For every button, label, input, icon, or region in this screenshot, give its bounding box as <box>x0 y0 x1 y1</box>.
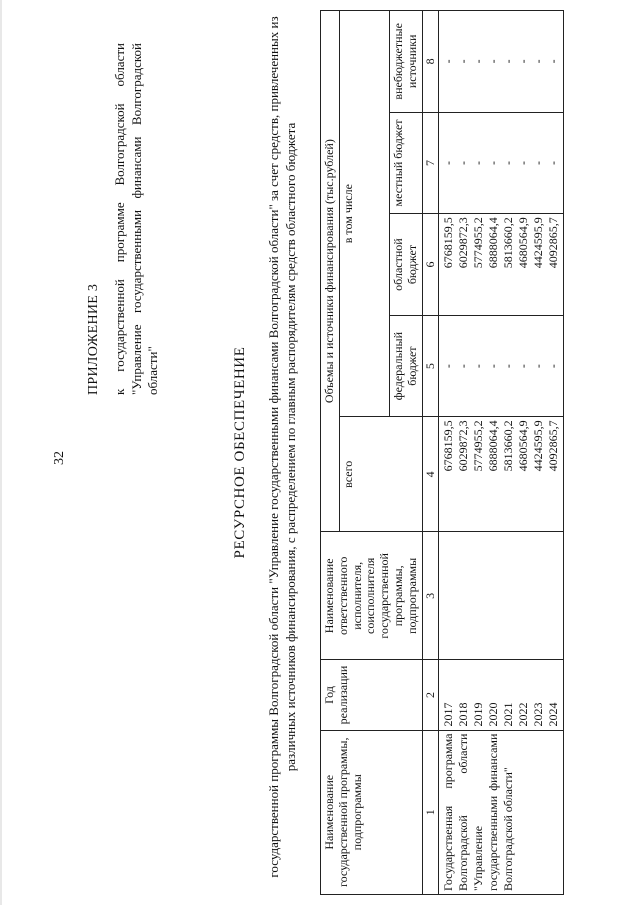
year-list <box>441 663 561 726</box>
federal-value: - <box>531 364 546 369</box>
regional-value: 5774955,2 <box>471 217 486 269</box>
total-cell <box>439 417 564 532</box>
regional-value: 6768159,5 <box>441 217 456 269</box>
header-including: в том числе <box>339 11 389 417</box>
table-row-program <box>439 11 564 895</box>
federal-list <box>441 319 561 414</box>
column-number: 1 <box>422 730 439 894</box>
regional-value: 6029872,3 <box>456 217 471 269</box>
year-value: 2022 <box>516 702 531 727</box>
extrabudget-value: - <box>516 59 531 64</box>
total-value: 4424595,9 <box>531 420 546 472</box>
regional-value: 6888064,4 <box>486 217 501 269</box>
year-value: 2020 <box>486 702 501 727</box>
column-number-row <box>422 11 439 895</box>
regional-cell <box>439 214 564 316</box>
federal-value: - <box>516 364 531 369</box>
regional-value: 5813660,2 <box>501 217 516 269</box>
local-value: - <box>501 160 516 165</box>
federal-value: - <box>471 364 486 369</box>
extrabudget-list <box>441 14 561 109</box>
total-value: 6768159,5 <box>441 420 456 472</box>
header-year: Год реализации <box>321 660 423 730</box>
year-value: 2024 <box>546 702 561 727</box>
header-local: местный бюджет <box>389 112 422 214</box>
total-value: 5774955,2 <box>471 420 486 472</box>
column-number: 6 <box>422 214 439 316</box>
federal-value: - <box>456 364 471 369</box>
regional-list <box>441 217 561 312</box>
appendix-reference: к государственной программе Волгоградской области "Управление государственными финансами Волгоградской области" <box>112 43 161 395</box>
year-value: 2021 <box>501 702 516 727</box>
column-number: 8 <box>422 11 439 113</box>
total-list <box>441 420 561 528</box>
header-extrabudget: внебюджетные источники <box>389 11 422 113</box>
local-cell <box>439 112 564 214</box>
extrabudget-value: - <box>486 59 501 64</box>
header-program-name: Наименование государственной программы, подпрограммы <box>321 730 423 894</box>
header-row-1 <box>321 11 340 895</box>
year-value: 2018 <box>456 702 471 727</box>
federal-value: - <box>441 364 456 369</box>
local-value: - <box>471 160 486 165</box>
header-federal: федеральный бюджет <box>389 315 422 417</box>
federal-cell <box>439 315 564 417</box>
regional-value: 4424595,9 <box>531 217 546 269</box>
year-value: 2017 <box>441 702 456 727</box>
local-value: - <box>531 160 546 165</box>
regional-value: 4680564,9 <box>516 217 531 269</box>
appendix-title: ПРИЛОЖЕНИЕ 3 <box>86 283 101 395</box>
column-number: 3 <box>422 532 439 660</box>
page-number: 32 <box>52 451 67 465</box>
extrabudget-cell <box>439 11 564 113</box>
total-value: 5813660,2 <box>501 420 516 472</box>
resource-table <box>320 10 564 895</box>
year-cell <box>439 660 564 730</box>
local-value: - <box>456 160 471 165</box>
year-value: 2023 <box>531 702 546 727</box>
local-list <box>441 116 561 211</box>
total-value: 4680564,9 <box>516 420 531 472</box>
local-value: - <box>546 160 561 165</box>
executor-cell <box>439 532 564 660</box>
regional-value: 4092865,7 <box>546 217 561 269</box>
extrabudget-value: - <box>531 59 546 64</box>
local-value: - <box>486 160 501 165</box>
header-regional: областной бюджет <box>389 214 422 316</box>
program-name-cell: Государственная программа Волгоградской области "Управление государственными финансами Волгоградской области" <box>439 730 564 894</box>
header-funding-group: Объемы и источники финансирования (тыс.рублей) <box>321 11 340 532</box>
extrabudget-value: - <box>546 59 561 64</box>
extrabudget-value: - <box>471 59 486 64</box>
header-total: всего <box>339 417 422 532</box>
total-value: 4092865,7 <box>546 420 561 472</box>
local-value: - <box>441 160 456 165</box>
local-value: - <box>516 160 531 165</box>
extrabudget-value: - <box>441 59 456 64</box>
extrabudget-value: - <box>501 59 516 64</box>
federal-value: - <box>501 364 516 369</box>
total-value: 6888064,4 <box>486 420 501 472</box>
column-number: 7 <box>422 112 439 214</box>
federal-value: - <box>486 364 501 369</box>
federal-value: - <box>546 364 561 369</box>
document-title: РЕСУРСНОЕ ОБЕСПЕЧЕНИЕ <box>232 346 248 559</box>
column-number: 4 <box>422 417 439 532</box>
total-value: 6029872,3 <box>456 420 471 472</box>
year-value: 2019 <box>471 702 486 727</box>
column-number: 2 <box>422 660 439 730</box>
extrabudget-value: - <box>456 59 471 64</box>
header-executor: Наименование ответственного исполнителя, соисполнителя государственной программы, подпрограммы <box>321 532 423 660</box>
document-subtitle: государственной программы Волгоградской области "Управление государственными финансами Волгоградской области" за счет средств, привлеченных из различных источников финансирования, с распределением по главным распорядителям средств областного бюджета <box>266 16 298 878</box>
column-number: 5 <box>422 315 439 417</box>
